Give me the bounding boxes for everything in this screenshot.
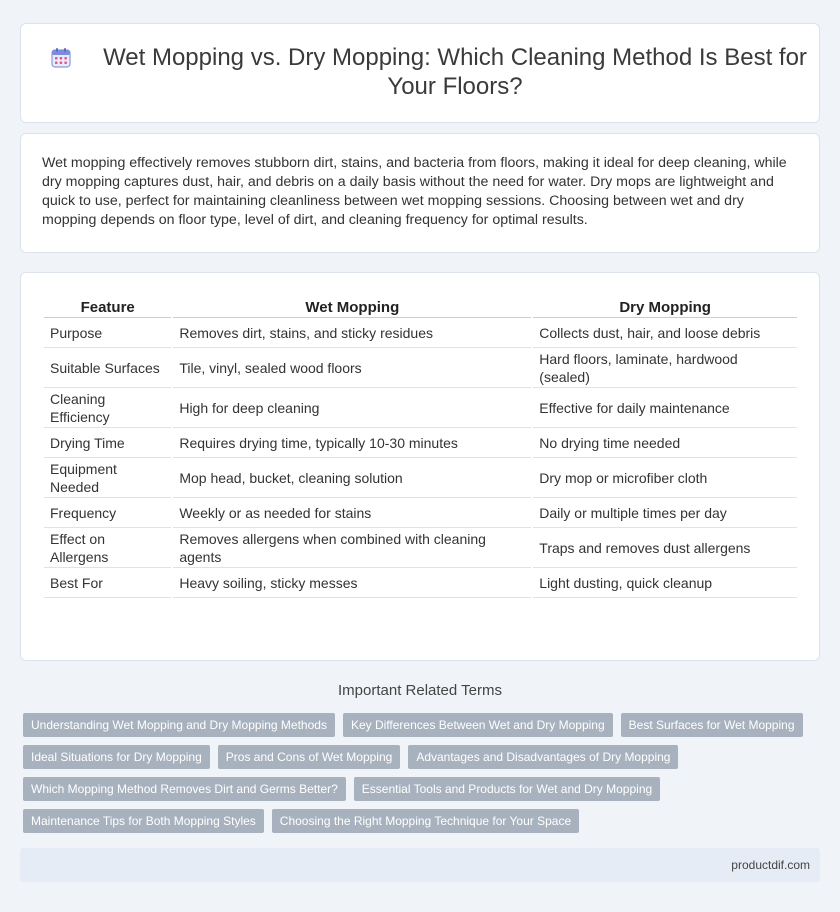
- header-dry-mopping: Dry Mopping: [533, 297, 797, 318]
- related-term-tag[interactable]: Ideal Situations for Dry Mopping: [23, 745, 210, 769]
- table-row: [44, 318, 797, 348]
- comparison-card: [20, 272, 820, 661]
- wet-cell: Weekly or as needed for stains: [173, 498, 531, 528]
- dry-cell: Collects dust, hair, and loose debris: [533, 318, 797, 348]
- feature-cell: Equipment Needed: [44, 458, 171, 498]
- dry-cell: Traps and removes dust allergens: [533, 528, 797, 568]
- table-row: [44, 458, 797, 498]
- related-term-tag[interactable]: Pros and Cons of Wet Mopping: [218, 745, 401, 769]
- footer: [20, 848, 820, 882]
- feature-cell: Effect on Allergens: [44, 528, 171, 568]
- table-row: [44, 388, 797, 428]
- related-term-tag[interactable]: Which Mopping Method Removes Dirt and Germs Better?: [23, 777, 346, 801]
- table-row: [44, 568, 797, 598]
- table-header-row: [44, 297, 797, 318]
- calendar-icon: [50, 47, 72, 69]
- related-terms-list: [23, 713, 813, 833]
- related-term-tag[interactable]: Maintenance Tips for Both Mopping Styles: [23, 809, 264, 833]
- intro-paragraph: Wet mopping effectively removes stubborn dirt, stains, and bacteria from floors, making it ideal for deep cleaning, while dry mopping captures dust, hair, and debris on a daily basis without the need for water. Dry mops are lightweight and quick to use, perfect for maintaining cleanliness between wet mopping sessions. Choosing between wet and dry mopping depends on floor type, level of dirt, and cleaning frequency for optimal results.: [42, 155, 787, 228]
- related-term-tag[interactable]: Understanding Wet Mopping and Dry Mopping Methods: [23, 713, 335, 737]
- feature-cell: Best For: [44, 568, 171, 598]
- dry-cell: Dry mop or microfiber cloth: [533, 458, 797, 498]
- wet-cell: Heavy soiling, sticky messes: [173, 568, 531, 598]
- dry-cell: Effective for daily maintenance: [533, 388, 797, 428]
- feature-cell: Purpose: [44, 318, 171, 348]
- wet-cell: Removes allergens when combined with cleaning agents: [173, 528, 531, 568]
- related-term-tag[interactable]: Key Differences Between Wet and Dry Mopping: [343, 713, 613, 737]
- related-term-tag[interactable]: Advantages and Disadvantages of Dry Mopping: [408, 745, 678, 769]
- wet-cell: High for deep cleaning: [173, 388, 531, 428]
- feature-cell: Suitable Surfaces: [44, 348, 171, 388]
- wet-cell: Requires drying time, typically 10-30 minutes: [173, 428, 531, 458]
- dry-cell: Light dusting, quick cleanup: [533, 568, 797, 598]
- header-wet-mopping: Wet Mopping: [173, 297, 531, 318]
- related-term-tag[interactable]: Best Surfaces for Wet Mopping: [621, 713, 803, 737]
- feature-cell: Frequency: [44, 498, 171, 528]
- wet-cell: Removes dirt, stains, and sticky residues: [173, 318, 531, 348]
- dry-cell: Daily or multiple times per day: [533, 498, 797, 528]
- table-row: [44, 528, 797, 568]
- wet-cell: Mop head, bucket, cleaning solution: [173, 458, 531, 498]
- related-term-tag[interactable]: Essential Tools and Products for Wet and Dry Mopping: [354, 777, 660, 801]
- page-title: Wet Mopping vs. Dry Mopping: Which Cleaning Method Is Best for Your Floors?: [103, 44, 807, 100]
- feature-cell: Cleaning Efficiency: [44, 388, 171, 428]
- dry-cell: Hard floors, laminate, hardwood (sealed): [533, 348, 797, 388]
- wet-cell: Tile, vinyl, sealed wood floors: [173, 348, 531, 388]
- dry-cell: No drying time needed: [533, 428, 797, 458]
- table-row: [44, 498, 797, 528]
- table-row: [44, 348, 797, 388]
- header-feature: Feature: [44, 297, 171, 318]
- intro-card: [20, 133, 820, 253]
- comparison-table: [42, 297, 799, 598]
- table-row: [44, 428, 797, 458]
- footer-site-name: productdif.com: [731, 858, 810, 872]
- related-terms-title: Important Related Terms: [338, 682, 502, 699]
- feature-cell: Drying Time: [44, 428, 171, 458]
- related-term-tag[interactable]: Choosing the Right Mopping Technique for Your Space: [272, 809, 579, 833]
